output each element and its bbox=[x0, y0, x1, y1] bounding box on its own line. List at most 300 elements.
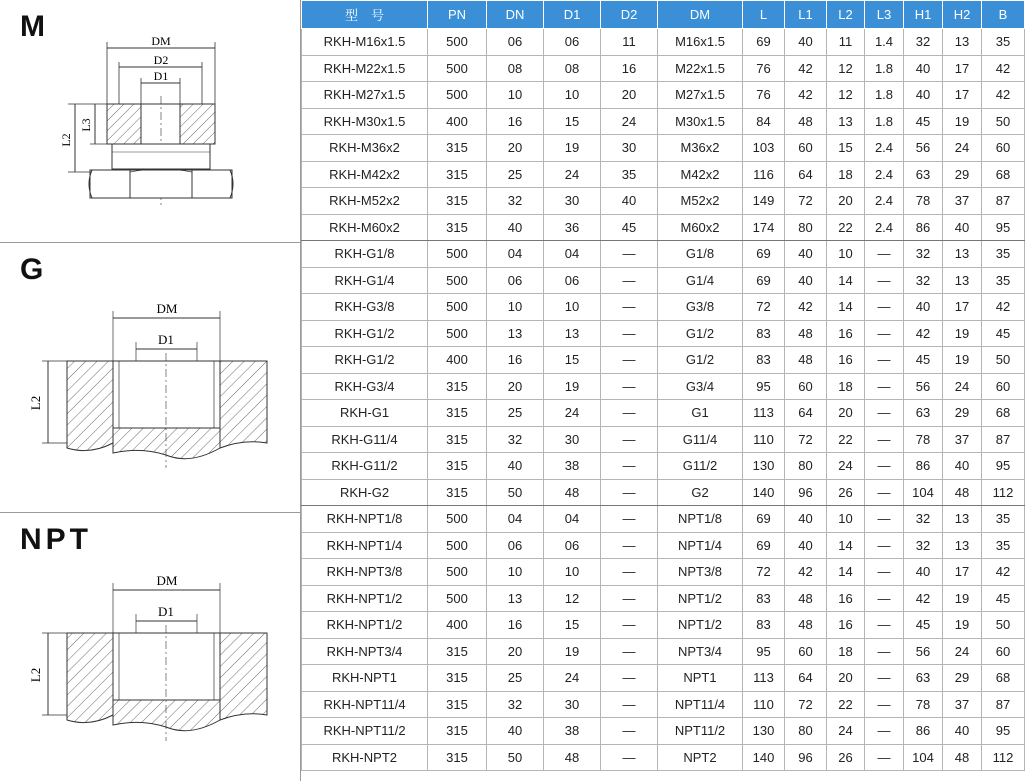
table-cell: NPT3/4 bbox=[658, 638, 743, 665]
table-cell: 42 bbox=[785, 294, 827, 321]
table-cell: 29 bbox=[943, 400, 982, 427]
table-cell: G11/2 bbox=[658, 453, 743, 480]
table-cell: 40 bbox=[904, 55, 943, 82]
table-cell: 56 bbox=[904, 373, 943, 400]
table-cell: — bbox=[865, 426, 904, 453]
table-cell: 30 bbox=[544, 426, 601, 453]
table-cell: 08 bbox=[544, 55, 601, 82]
table-cell: — bbox=[865, 532, 904, 559]
table-cell: 48 bbox=[785, 585, 827, 612]
table-cell: — bbox=[601, 506, 658, 533]
table-cell: 06 bbox=[544, 267, 601, 294]
section-npt bbox=[0, 513, 301, 781]
column-header: D2 bbox=[601, 1, 658, 29]
table-cell: 87 bbox=[982, 426, 1025, 453]
table-cell: — bbox=[601, 347, 658, 374]
table-cell: 68 bbox=[982, 161, 1025, 188]
table-cell: 22 bbox=[827, 214, 865, 241]
table-cell: 60 bbox=[785, 638, 827, 665]
table-cell: 130 bbox=[743, 718, 785, 745]
table-cell: RKH-M30x1.5 bbox=[302, 108, 428, 135]
table-cell: 40 bbox=[904, 82, 943, 109]
table-cell: RKH-G1/8 bbox=[302, 241, 428, 268]
table-cell: 315 bbox=[428, 638, 487, 665]
table-cell: RKH-NPT1 bbox=[302, 665, 428, 692]
table-cell: 96 bbox=[785, 744, 827, 771]
table-cell: 87 bbox=[982, 188, 1025, 215]
table-cell: 13 bbox=[943, 267, 982, 294]
table-cell: 19 bbox=[943, 585, 982, 612]
table-cell: 04 bbox=[487, 241, 544, 268]
table-cell: 10 bbox=[487, 294, 544, 321]
table-cell: M27x1.5 bbox=[658, 82, 743, 109]
table-cell: 20 bbox=[487, 135, 544, 162]
table-row bbox=[302, 453, 1025, 480]
table-cell: 500 bbox=[428, 506, 487, 533]
table-cell: 1.8 bbox=[865, 55, 904, 82]
column-header: 型 号 bbox=[302, 1, 428, 29]
table-cell: — bbox=[865, 479, 904, 506]
table-cell: 12 bbox=[827, 55, 865, 82]
table-cell: — bbox=[865, 691, 904, 718]
g-dim-l2: L2 bbox=[28, 395, 43, 411]
table-cell: 68 bbox=[982, 400, 1025, 427]
table-cell: 10 bbox=[544, 294, 601, 321]
table-cell: 12 bbox=[827, 82, 865, 109]
table-cell: 500 bbox=[428, 241, 487, 268]
table-cell: 95 bbox=[743, 638, 785, 665]
table-cell: 32 bbox=[487, 691, 544, 718]
table-cell: NPT1/8 bbox=[658, 506, 743, 533]
table-cell: 72 bbox=[785, 691, 827, 718]
table-cell: 10 bbox=[544, 82, 601, 109]
table-cell: 25 bbox=[487, 665, 544, 692]
table-cell: 315 bbox=[428, 400, 487, 427]
m-dim-dm: DM bbox=[151, 34, 171, 48]
table-cell: 20 bbox=[827, 665, 865, 692]
table-cell: 13 bbox=[943, 506, 982, 533]
table-cell: NPT1/2 bbox=[658, 612, 743, 639]
table-cell: 38 bbox=[544, 453, 601, 480]
table-cell: 2.4 bbox=[865, 188, 904, 215]
table-cell: 40 bbox=[785, 506, 827, 533]
drawings-column bbox=[0, 0, 301, 781]
table-cell: 40 bbox=[487, 214, 544, 241]
table-cell: NPT11/4 bbox=[658, 691, 743, 718]
table-cell: RKH-M42x2 bbox=[302, 161, 428, 188]
table-cell: 13 bbox=[943, 532, 982, 559]
table-cell: 24 bbox=[544, 161, 601, 188]
table-cell: 04 bbox=[487, 506, 544, 533]
table-cell: 13 bbox=[943, 241, 982, 268]
table-cell: 16 bbox=[487, 108, 544, 135]
table-cell: 24 bbox=[827, 718, 865, 745]
table-cell: 32 bbox=[904, 29, 943, 56]
table-cell: — bbox=[601, 373, 658, 400]
table-cell: 40 bbox=[943, 453, 982, 480]
table-cell: 35 bbox=[982, 29, 1025, 56]
table-cell: NPT3/8 bbox=[658, 559, 743, 586]
table-cell: — bbox=[601, 532, 658, 559]
table-cell: 500 bbox=[428, 320, 487, 347]
table-cell: — bbox=[865, 744, 904, 771]
table-cell: 15 bbox=[544, 347, 601, 374]
column-header: H1 bbox=[904, 1, 943, 29]
table-cell: 15 bbox=[544, 612, 601, 639]
table-cell: — bbox=[601, 691, 658, 718]
table-cell: 40 bbox=[487, 718, 544, 745]
column-header: L1 bbox=[785, 1, 827, 29]
table-cell: RKH-G3/8 bbox=[302, 294, 428, 321]
table-cell: 50 bbox=[982, 347, 1025, 374]
table-cell: 17 bbox=[943, 294, 982, 321]
table-cell: 72 bbox=[785, 188, 827, 215]
table-cell: 76 bbox=[743, 82, 785, 109]
table-cell: 80 bbox=[785, 453, 827, 480]
npt-dim-dm: DM bbox=[156, 573, 178, 588]
table-row bbox=[302, 214, 1025, 241]
column-header: L3 bbox=[865, 1, 904, 29]
table-row bbox=[302, 718, 1025, 745]
table-cell: 110 bbox=[743, 691, 785, 718]
table-cell: — bbox=[865, 241, 904, 268]
table-cell: 95 bbox=[982, 718, 1025, 745]
table-cell: RKH-M27x1.5 bbox=[302, 82, 428, 109]
table-cell: 40 bbox=[785, 267, 827, 294]
table-cell: 56 bbox=[904, 135, 943, 162]
table-cell: 48 bbox=[785, 612, 827, 639]
table-cell: 315 bbox=[428, 453, 487, 480]
table-cell: 50 bbox=[487, 744, 544, 771]
m-dim-l2: L2 bbox=[59, 133, 73, 147]
section-label-g: G bbox=[20, 253, 48, 286]
table-row bbox=[302, 400, 1025, 427]
table-cell: 24 bbox=[943, 135, 982, 162]
table-cell: 500 bbox=[428, 82, 487, 109]
table-cell: 14 bbox=[827, 559, 865, 586]
table-cell: RKH-G2 bbox=[302, 479, 428, 506]
table-cell: 104 bbox=[904, 744, 943, 771]
table-cell: 500 bbox=[428, 267, 487, 294]
table-cell: RKH-NPT1/8 bbox=[302, 506, 428, 533]
table-cell: M52x2 bbox=[658, 188, 743, 215]
table-cell: 24 bbox=[544, 400, 601, 427]
table-cell: 86 bbox=[904, 214, 943, 241]
table-cell: 45 bbox=[982, 585, 1025, 612]
table-cell: 50 bbox=[487, 479, 544, 506]
table-row bbox=[302, 55, 1025, 82]
table-cell: — bbox=[601, 718, 658, 745]
table-cell: RKH-M52x2 bbox=[302, 188, 428, 215]
table-cell: 116 bbox=[743, 161, 785, 188]
table-cell: — bbox=[865, 559, 904, 586]
table-cell: 63 bbox=[904, 161, 943, 188]
table-cell: 80 bbox=[785, 214, 827, 241]
table-cell: 38 bbox=[544, 718, 601, 745]
table-cell: 60 bbox=[785, 373, 827, 400]
table-cell: RKH-NPT1/4 bbox=[302, 532, 428, 559]
table-cell: 64 bbox=[785, 665, 827, 692]
table-cell: 76 bbox=[743, 55, 785, 82]
npt-dim-d1: D1 bbox=[158, 604, 174, 619]
table-cell: 11 bbox=[601, 29, 658, 56]
table-row bbox=[302, 241, 1025, 268]
table-cell: 16 bbox=[487, 612, 544, 639]
table-row bbox=[302, 82, 1025, 109]
table-cell: 63 bbox=[904, 665, 943, 692]
table-row bbox=[302, 479, 1025, 506]
table-cell: RKH-NPT3/8 bbox=[302, 559, 428, 586]
m-dim-l3: L3 bbox=[79, 118, 93, 132]
table-cell: 315 bbox=[428, 479, 487, 506]
table-cell: 32 bbox=[487, 426, 544, 453]
table-cell: 29 bbox=[943, 665, 982, 692]
table-cell: 69 bbox=[743, 29, 785, 56]
table-row bbox=[302, 108, 1025, 135]
table-cell: 04 bbox=[544, 506, 601, 533]
table-cell: 35 bbox=[982, 267, 1025, 294]
table-cell: 95 bbox=[743, 373, 785, 400]
table-cell: 69 bbox=[743, 532, 785, 559]
table-cell: 32 bbox=[487, 188, 544, 215]
table-cell: 315 bbox=[428, 135, 487, 162]
table-cell: 103 bbox=[743, 135, 785, 162]
table-cell: — bbox=[601, 744, 658, 771]
table-cell: 64 bbox=[785, 400, 827, 427]
table-cell: — bbox=[865, 320, 904, 347]
table-cell: — bbox=[601, 665, 658, 692]
table-cell: 24 bbox=[943, 373, 982, 400]
table-cell: 13 bbox=[827, 108, 865, 135]
table-row bbox=[302, 638, 1025, 665]
table-cell: 42 bbox=[982, 559, 1025, 586]
table-cell: 11 bbox=[827, 29, 865, 56]
table-row bbox=[302, 559, 1025, 586]
table-cell: 16 bbox=[487, 347, 544, 374]
table-cell: 17 bbox=[943, 55, 982, 82]
table-cell: 13 bbox=[487, 585, 544, 612]
table-row bbox=[302, 135, 1025, 162]
table-cell: RKH-NPT11/4 bbox=[302, 691, 428, 718]
table-cell: 40 bbox=[904, 294, 943, 321]
table-cell: 400 bbox=[428, 612, 487, 639]
table-cell: RKH-G1/2 bbox=[302, 320, 428, 347]
table-cell: 16 bbox=[827, 612, 865, 639]
table-cell: 13 bbox=[487, 320, 544, 347]
table-cell: 149 bbox=[743, 188, 785, 215]
table-cell: 140 bbox=[743, 744, 785, 771]
table-cell: 42 bbox=[982, 55, 1025, 82]
table-cell: 40 bbox=[487, 453, 544, 480]
table-cell: 45 bbox=[904, 108, 943, 135]
section-g bbox=[0, 243, 301, 513]
table-cell: 60 bbox=[982, 373, 1025, 400]
table-cell: 315 bbox=[428, 188, 487, 215]
table-cell: 48 bbox=[785, 347, 827, 374]
table-cell: 40 bbox=[785, 532, 827, 559]
table-row bbox=[302, 347, 1025, 374]
table-cell: 84 bbox=[743, 108, 785, 135]
table-cell: 83 bbox=[743, 585, 785, 612]
table-cell: RKH-G3/4 bbox=[302, 373, 428, 400]
table-row bbox=[302, 665, 1025, 692]
table-row bbox=[302, 373, 1025, 400]
table-cell: RKH-NPT2 bbox=[302, 744, 428, 771]
table-cell: 14 bbox=[827, 294, 865, 321]
table-cell: 30 bbox=[544, 691, 601, 718]
table-cell: 25 bbox=[487, 400, 544, 427]
table-cell: 112 bbox=[982, 744, 1025, 771]
table-cell: 50 bbox=[982, 108, 1025, 135]
table-row bbox=[302, 294, 1025, 321]
table-cell: 18 bbox=[827, 161, 865, 188]
table-cell: RKH-NPT1/2 bbox=[302, 612, 428, 639]
table-cell: 45 bbox=[982, 320, 1025, 347]
table-cell: 19 bbox=[943, 108, 982, 135]
table-cell: NPT1/2 bbox=[658, 585, 743, 612]
table-cell: 400 bbox=[428, 108, 487, 135]
table-cell: RKH-G11/4 bbox=[302, 426, 428, 453]
table-cell: 63 bbox=[904, 400, 943, 427]
column-header: H2 bbox=[943, 1, 982, 29]
section-m bbox=[0, 0, 301, 243]
table-cell: 42 bbox=[982, 82, 1025, 109]
table-cell: 06 bbox=[487, 532, 544, 559]
table-cell: 32 bbox=[904, 241, 943, 268]
column-header: DN bbox=[487, 1, 544, 29]
table-cell: 45 bbox=[904, 347, 943, 374]
table-cell: 315 bbox=[428, 665, 487, 692]
table-cell: 26 bbox=[827, 479, 865, 506]
table-cell: 24 bbox=[544, 665, 601, 692]
g-port-drawing bbox=[0, 243, 300, 513]
table-cell: 19 bbox=[544, 638, 601, 665]
table-cell: 06 bbox=[544, 532, 601, 559]
table-cell: — bbox=[601, 294, 658, 321]
table-header-row bbox=[302, 1, 1025, 29]
table-cell: 32 bbox=[904, 506, 943, 533]
table-cell: — bbox=[601, 453, 658, 480]
table-cell: 42 bbox=[982, 294, 1025, 321]
table-cell: 2.4 bbox=[865, 135, 904, 162]
table-cell: 315 bbox=[428, 691, 487, 718]
table-cell: — bbox=[601, 585, 658, 612]
table-cell: 16 bbox=[601, 55, 658, 82]
table-cell: 30 bbox=[601, 135, 658, 162]
table-cell: 69 bbox=[743, 241, 785, 268]
table-cell: 60 bbox=[982, 135, 1025, 162]
table-cell: 37 bbox=[943, 426, 982, 453]
table-cell: 20 bbox=[487, 373, 544, 400]
table-cell: 22 bbox=[827, 426, 865, 453]
table-cell: 35 bbox=[982, 532, 1025, 559]
table-cell: 15 bbox=[827, 135, 865, 162]
table-row bbox=[302, 267, 1025, 294]
table-cell: 87 bbox=[982, 691, 1025, 718]
table-cell: 14 bbox=[827, 267, 865, 294]
table-cell: 19 bbox=[943, 320, 982, 347]
table-row bbox=[302, 585, 1025, 612]
table-cell: — bbox=[865, 453, 904, 480]
table-cell: — bbox=[865, 665, 904, 692]
m-fitting-drawing bbox=[0, 0, 300, 243]
table-cell: 315 bbox=[428, 426, 487, 453]
table-cell: 26 bbox=[827, 744, 865, 771]
table-cell: 06 bbox=[544, 29, 601, 56]
table-cell: — bbox=[865, 267, 904, 294]
table-cell: RKH-M22x1.5 bbox=[302, 55, 428, 82]
table-cell: 14 bbox=[827, 532, 865, 559]
table-cell: 95 bbox=[982, 214, 1025, 241]
table-cell: — bbox=[865, 506, 904, 533]
table-cell: 40 bbox=[904, 559, 943, 586]
table-cell: 69 bbox=[743, 506, 785, 533]
table-cell: G3/8 bbox=[658, 294, 743, 321]
table-cell: 12 bbox=[544, 585, 601, 612]
table-cell: — bbox=[865, 638, 904, 665]
table-row bbox=[302, 29, 1025, 56]
table-cell: 45 bbox=[904, 612, 943, 639]
table-cell: 20 bbox=[487, 638, 544, 665]
table-cell: 80 bbox=[785, 718, 827, 745]
table-cell: — bbox=[865, 373, 904, 400]
table-cell: 2.4 bbox=[865, 214, 904, 241]
table-row bbox=[302, 612, 1025, 639]
table-cell: — bbox=[601, 267, 658, 294]
table-cell: 78 bbox=[904, 691, 943, 718]
table-cell: M36x2 bbox=[658, 135, 743, 162]
table-cell: 500 bbox=[428, 55, 487, 82]
table-cell: NPT1/4 bbox=[658, 532, 743, 559]
table-cell: 83 bbox=[743, 320, 785, 347]
table-cell: 69 bbox=[743, 267, 785, 294]
table-cell: RKH-M60x2 bbox=[302, 214, 428, 241]
table-row bbox=[302, 188, 1025, 215]
table-cell: 37 bbox=[943, 188, 982, 215]
g-dim-d1: D1 bbox=[158, 332, 174, 347]
table-cell: 140 bbox=[743, 479, 785, 506]
table-cell: 20 bbox=[827, 188, 865, 215]
table-cell: G11/4 bbox=[658, 426, 743, 453]
table-cell: — bbox=[865, 718, 904, 745]
table-cell: RKH-NPT11/2 bbox=[302, 718, 428, 745]
table-cell: — bbox=[865, 347, 904, 374]
section-label-npt: NPT bbox=[20, 523, 92, 556]
table-cell: G3/4 bbox=[658, 373, 743, 400]
table-cell: RKH-G11/2 bbox=[302, 453, 428, 480]
npt-port-drawing bbox=[0, 513, 300, 781]
table-row bbox=[302, 691, 1025, 718]
table-row bbox=[302, 320, 1025, 347]
table-cell: 42 bbox=[785, 82, 827, 109]
table-cell: — bbox=[601, 638, 658, 665]
table-cell: — bbox=[865, 400, 904, 427]
table-cell: G1/8 bbox=[658, 241, 743, 268]
table-cell: 06 bbox=[487, 267, 544, 294]
table-cell: 40 bbox=[601, 188, 658, 215]
table-cell: — bbox=[865, 294, 904, 321]
table-cell: — bbox=[601, 400, 658, 427]
table-cell: 18 bbox=[827, 638, 865, 665]
table-cell: 95 bbox=[982, 453, 1025, 480]
table-cell: 78 bbox=[904, 188, 943, 215]
table-cell: 20 bbox=[601, 82, 658, 109]
column-header: L2 bbox=[827, 1, 865, 29]
table-cell: 30 bbox=[544, 188, 601, 215]
table-cell: 40 bbox=[943, 214, 982, 241]
table-cell: 19 bbox=[544, 373, 601, 400]
table-cell: 45 bbox=[601, 214, 658, 241]
